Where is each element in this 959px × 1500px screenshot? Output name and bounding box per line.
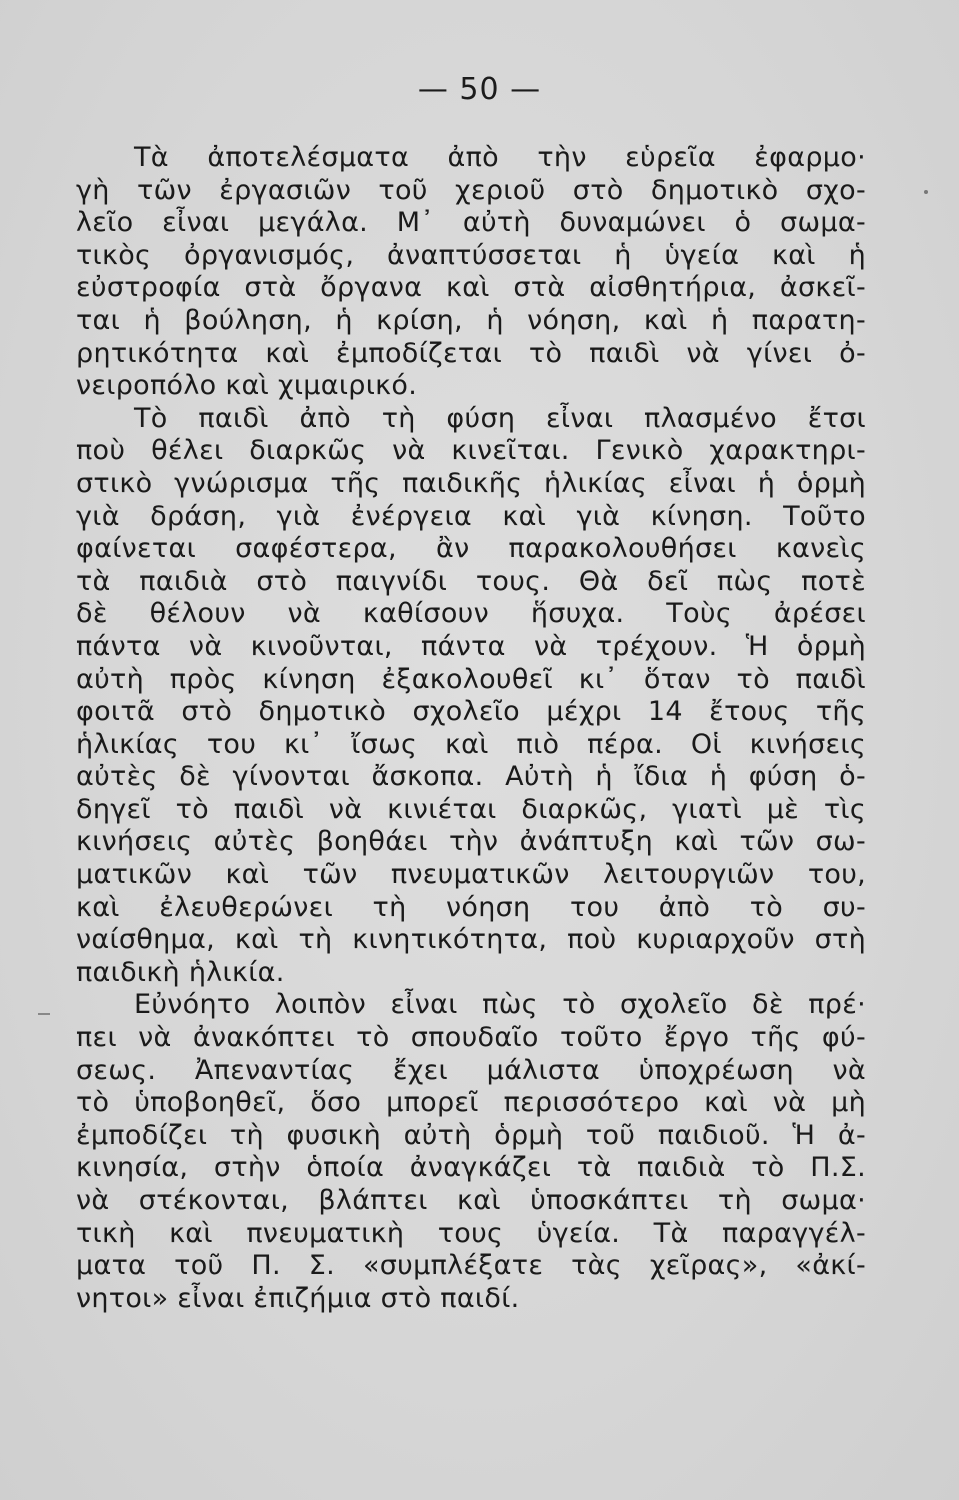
text-line: ρητικότητα καὶ ἐμποδίζεται τὸ παιδὶ νὰ γίνει ὀ- xyxy=(76,337,866,369)
text-line: λεῖο εἶναι μεγάλα. Μ᾽ αὐτὴ δυναμώνει ὁ σωμα- xyxy=(76,207,866,239)
text-line: ἡλικίας του κι᾽ ἴσως καὶ πιὸ πέρα. Οἱ κινήσεις xyxy=(76,728,866,760)
text-line: παιδικὴ ἡλικία. xyxy=(76,956,285,988)
text-line: κινησία, στὴν ὁποία ἀναγκάζει τὰ παιδιὰ τὸ Π.Σ. xyxy=(76,1152,866,1184)
text-line: κινήσεις αὐτὲς βοηθάει τὴν ἀνάπτυξη καὶ τῶν σω- xyxy=(76,826,866,858)
text-line: ποὺ θέλει διαρκῶς νὰ κινεῖται. Γενικὸ χαρακτηρι- xyxy=(76,435,866,467)
body-text xyxy=(76,142,866,1315)
text-line: ματα τοῦ Π. Σ. «συμπλέξατε τὰς χεῖρας», «ἀκί- xyxy=(76,1250,866,1282)
text-line: στικὸ γνώρισμα τῆς παιδικῆς ἡλικίας εἶναι ἡ ὁρμὴ xyxy=(76,467,866,499)
text-line: ματικῶν καὶ τῶν πνευματικῶν λειτουργιῶν του, xyxy=(76,859,866,891)
text-line: Τὰ ἀποτελέσματα ἀπὸ τὴν εὑρεῖα ἐφαρμο· xyxy=(134,142,866,173)
text-line: δὲ θέλουν νὰ καθίσουν ἥσυχα. Τοὺς ἀρέσει xyxy=(76,598,866,630)
text-line: ται ἡ βούληση, ἡ κρίση, ἡ νόηση, καὶ ἡ παρατη- xyxy=(76,304,866,336)
margin-dash xyxy=(38,1013,50,1015)
text-line: τικὴ καὶ πνευματικὴ τους ὑγεία. Τὰ παραγγέλ- xyxy=(76,1217,866,1249)
text-line: γὴ τῶν ἐργασιῶν τοῦ χεριοῦ στὸ δημοτικὸ σχο- xyxy=(76,174,866,206)
text-line: Εὐνόητο λοιπὸν εἶναι πὼς τὸ σχολεῖο δὲ πρέ· xyxy=(134,989,866,1021)
margin-speck xyxy=(924,190,928,194)
text-line: πει νὰ ἀνακόπτει τὸ σπουδαῖο τοῦτο ἔργο τῆς φύ- xyxy=(76,1022,866,1054)
text-line: γιὰ δράση, γιὰ ἐνέργεια καὶ γιὰ κίνηση. Τοῦτο xyxy=(76,500,866,532)
text-line: τὸ ὑποβοηθεῖ, ὅσο μπορεῖ περισσότερο καὶ νὰ μὴ xyxy=(76,1087,866,1119)
text-line: αὐτὲς δὲ γίνονται ἄσκοπα. Αὐτὴ ἡ ἴδια ἡ φύση ὁ- xyxy=(76,761,866,793)
text-line: καὶ ἐλευθερώνει τὴ νόηση του ἀπὸ τὸ συ- xyxy=(76,891,866,923)
text-line: νητοι» εἶναι ἐπιζήμια στὸ παιδί. xyxy=(76,1282,520,1314)
page-number: — 50 — xyxy=(417,72,542,107)
text-line: τὰ παιδιὰ στὸ παιγνίδι τους. Θὰ δεῖ πὼς ποτὲ xyxy=(76,565,866,597)
text-line: σεως. Ἀπεναντίας ἔχει μάλιστα ὑποχρέωση νὰ xyxy=(76,1054,866,1086)
text-line: φοιτᾶ στὸ δημοτικὸ σχολεῖο μέχρι 14 ἔτους τῆς xyxy=(76,696,866,728)
text-line: τικὸς ὀργανισμός, ἀναπτύσσεται ἡ ὑγεία καὶ ἡ xyxy=(76,239,866,271)
text-line: ναίσθημα, καὶ τὴ κινητικότητα, ποὺ κυριαρχοῦν στὴ xyxy=(76,924,866,956)
text-line: δηγεῖ τὸ παιδὶ νὰ κινιέται διαρκῶς, γιατὶ μὲ τὶς xyxy=(76,793,866,825)
text-line: αὐτὴ πρὸς κίνηση ἐξακολουθεῖ κι᾽ ὅταν τὸ παιδὶ xyxy=(76,663,866,695)
text-line: νὰ στέκονται, βλάπτει καὶ ὑποσκάπτει τὴ σωμα· xyxy=(76,1185,866,1216)
text-line: νειροπόλο καὶ χιμαιρικό. xyxy=(76,370,418,402)
text-line: φαίνεται σαφέστερα, ἂν παρακολουθήσει κανεὶς xyxy=(76,533,866,565)
text-line: Τὸ παιδὶ ἀπὸ τὴ φύση εἶναι πλασμένο ἔτσι xyxy=(134,402,866,434)
text-line: πάντα νὰ κινοῦνται, πάντα νὰ τρέχουν. Ἡ ὁρμὴ xyxy=(76,630,866,662)
text-line: ἐμποδίζει τὴ φυσικὴ αὐτὴ ὁρμὴ τοῦ παιδιοῦ. Ἡ ἀ- xyxy=(76,1119,866,1151)
text-line: εὐστροφία στὰ ὄργανα καὶ στὰ αἰσθητήρια, ἀσκεῖ- xyxy=(76,272,866,304)
